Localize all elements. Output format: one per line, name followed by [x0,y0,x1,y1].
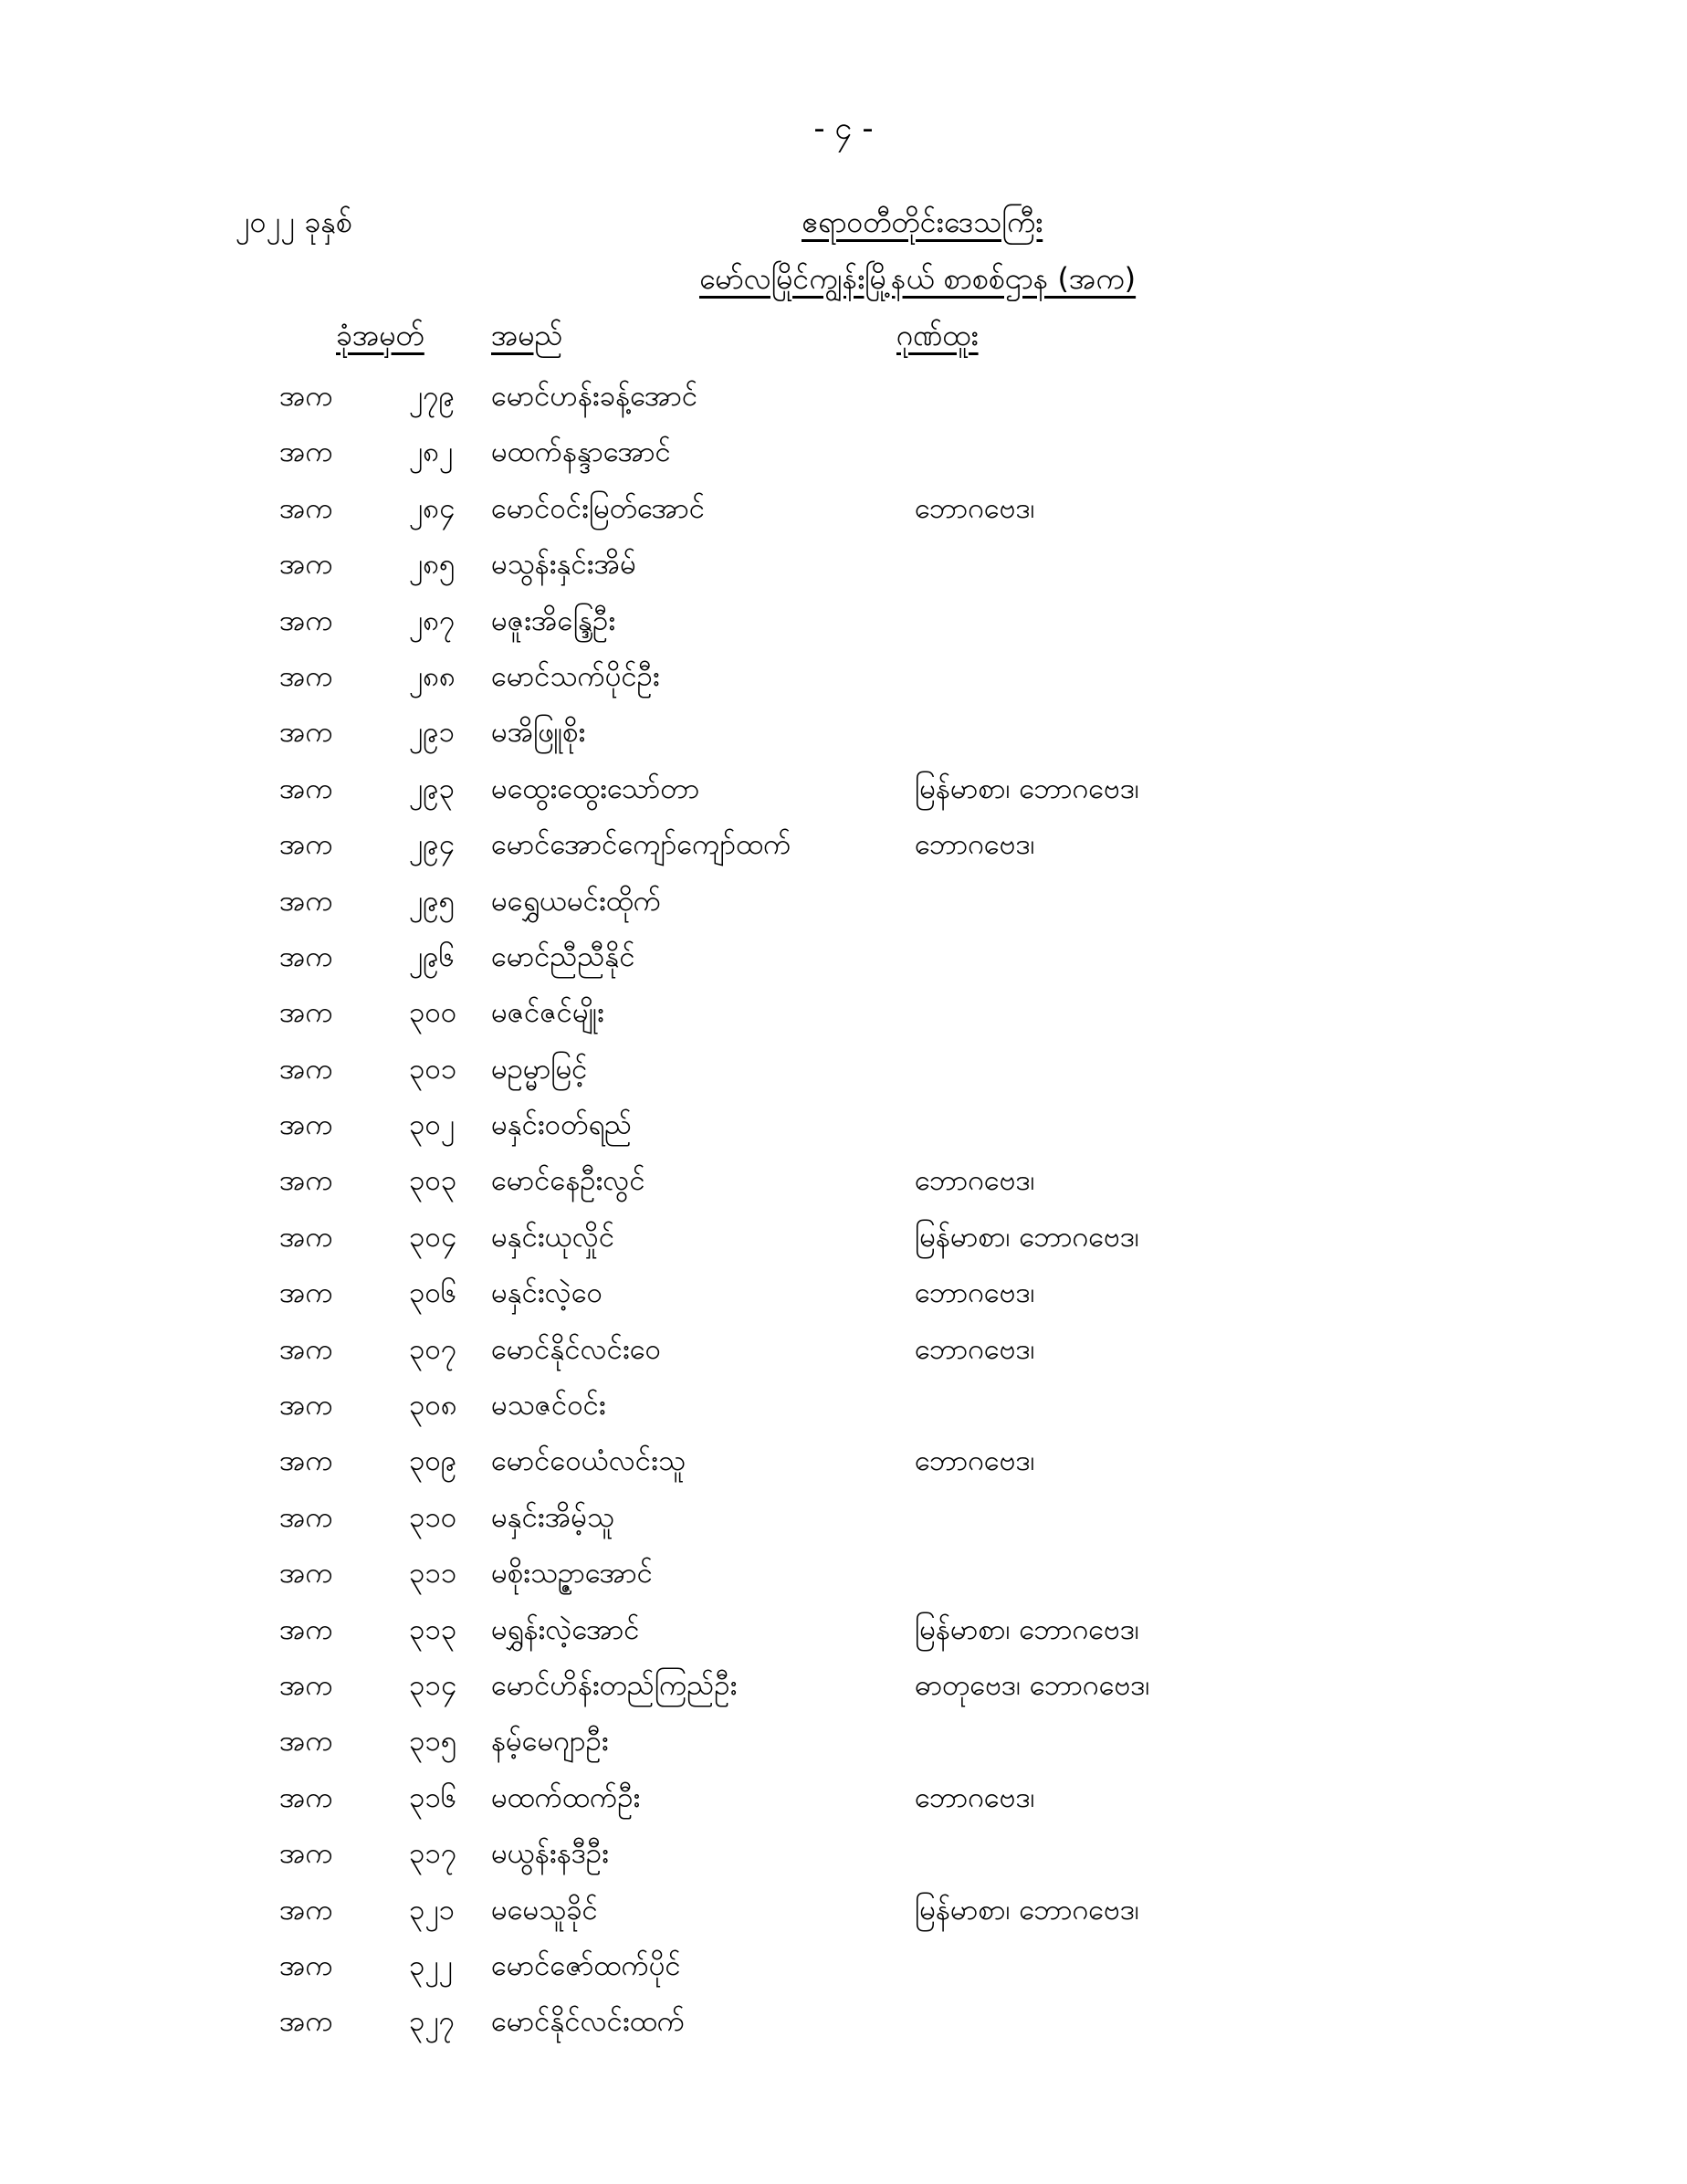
roll-prefix: အက [279,996,333,1030]
roll-prefix: အက [279,884,333,918]
student-name: မနှင်းဝတ်ရည် [491,1108,633,1142]
roll-number: ၃၂၂ [409,1948,453,1982]
list-item [0,933,1687,989]
list-item [0,1717,1687,1773]
roll-number: ၃၀၀ [409,996,457,1030]
list-item [0,1662,1687,1717]
distinction: ဘောဂဗေဒ၊ [915,1332,1035,1366]
distinction: မြန်မာစာ၊ ဘောဂဗေဒ၊ [915,1220,1139,1254]
list-item [0,1830,1687,1885]
student-name: မရွှေယမင်းထိုက် [491,884,662,918]
roll-prefix: အက [279,1276,333,1310]
roll-number: ၃၁၆ [409,1780,457,1814]
student-name: မရွှန်းလဲ့အောင် [491,1612,640,1646]
list-item [0,428,1687,484]
distinction: ဘောဂဗေဒ၊ [915,491,1035,525]
distinction: ဘောဂဗေဒ၊ [915,828,1035,862]
student-name: မမေသူခိုင် [491,1893,598,1927]
student-name: မထက်နန္ဒာအောင် [491,436,671,469]
list-item [0,1101,1687,1157]
student-name: မောင်နိုင်လင်းထက် [491,2005,686,2039]
student-name: မောင်သက်ပိုင်ဦး [491,659,660,693]
roll-number: ၃၀၉ [409,1444,457,1478]
list-item [0,821,1687,877]
list-item [0,1437,1687,1493]
roll-number: ၂၉၃ [409,772,456,805]
student-name: မယွန်းနဒီဦး [491,1837,609,1871]
list-item [0,1886,1687,1942]
distinction: မြန်မာစာ၊ ဘောဂဗေဒ၊ [915,1612,1139,1646]
header-name: အမည် [491,318,563,352]
roll-number: ၂၈၄ [409,491,456,525]
roll-number: ၃၀၇ [409,1332,457,1366]
roll-prefix: အက [279,548,333,582]
list-item [0,1157,1687,1213]
roll-number: ၃၀၈ [409,1389,457,1423]
roll-prefix: အက [279,1444,333,1478]
roll-prefix: အက [279,659,333,693]
student-name: မောင်ဝေယံလင်းသူ [491,1444,686,1478]
roll-prefix: အက [279,1948,333,1982]
student-name: မောင်ဟိန်းတည်ကြည်ဦး [491,1668,738,1702]
roll-prefix: အက [279,1893,333,1927]
student-name: မစိုးသဉ္ဇာအောင် [491,1557,653,1591]
roll-prefix: အက [279,436,333,469]
roll-prefix: အက [279,1164,333,1198]
distinction: ဘောဂဗေဒ၊ [915,1444,1035,1478]
student-name: မဥမ္မာမြင့် [491,1052,588,1086]
student-name: မောင်ဟန်းခန့်အောင် [491,380,698,413]
roll-prefix: အက [279,1780,333,1814]
roll-number: ၃၁၅ [409,1725,457,1759]
list-item [0,1381,1687,1437]
roll-prefix: အက [279,1612,333,1646]
list-item [0,1494,1687,1549]
exam-year: ၂၀၂၂ ခုနှစ် [236,205,352,239]
roll-number: ၂၉၁ [409,716,456,750]
roll-prefix: အက [279,1108,333,1142]
roll-number: ၂၈၂ [409,436,454,469]
student-name: မောင်ဝင်းမြတ်အောင် [491,491,706,525]
student-name: မောင်နိုင်လင်းဝေ [491,1332,662,1366]
roll-number: ၂၈၈ [409,659,456,693]
student-name: မထွေးထွေးသော်တာ [491,772,700,805]
distinction: မြန်မာစာ၊ ဘောဂဗေဒ၊ [915,1893,1139,1927]
roll-number: ၂၈၅ [409,548,456,582]
roll-number: ၂၉၄ [409,828,456,862]
roll-prefix: အက [279,1389,333,1423]
roll-prefix: အက [279,1332,333,1366]
roll-prefix: အက [279,1725,333,1759]
roll-number: ၃၁၃ [409,1612,457,1646]
student-name: မထက်ထက်ဦး [491,1780,641,1814]
student-name: မောင်ဇော်ထက်ပိုင် [491,1948,681,1982]
roll-number: ၃၁၇ [409,1837,457,1871]
column-headers [0,316,1687,360]
region-title: ဧရာဝတီတိုင်းဒေသကြီး [802,205,1043,239]
list-item [0,1942,1687,1998]
roll-number: ၃၁၄ [409,1668,457,1702]
roll-number: ၃၂၇ [409,2005,456,2039]
roll-number: ၂၉၅ [409,884,456,918]
roll-prefix: အက [279,380,333,413]
results-list [0,373,1687,2054]
distinction: မြန်မာစာ၊ ဘောဂဗေဒ၊ [915,772,1139,805]
student-name: မဇင်ဇင်မျိုး [491,996,604,1030]
student-name: မနှင်းလဲ့ဝေ [491,1276,603,1310]
roll-number: ၂၇၉ [409,380,456,413]
roll-prefix: အက [279,716,333,750]
student-name: မောင်အောင်ကျော်ကျော်ထက် [491,828,791,862]
roll-number: ၃၀၁ [409,1052,457,1086]
roll-prefix: အက [279,1500,333,1534]
list-item [0,597,1687,653]
roll-number: ၃၀၃ [409,1164,457,1198]
list-item [0,1269,1687,1325]
roll-number: ၂၉၆ [409,940,456,973]
list-item [0,709,1687,764]
roll-number: ၃၂၁ [409,1893,456,1927]
distinction: ဘောဂဗေဒ၊ [915,1164,1035,1198]
student-name: မောင်ညီညီနိုင် [491,940,635,973]
header-distinction: ဂုဏ်ထူး [896,318,979,352]
roll-prefix: အက [279,1052,333,1086]
list-item [0,1326,1687,1381]
student-name: မသဇင်ဝင်း [491,1389,606,1423]
list-item [0,1213,1687,1269]
roll-prefix: အက [279,1668,333,1702]
roll-number: ၃၁၁ [409,1557,457,1591]
student-name: မဇူးအိန္ဒြေဦး [491,604,616,637]
distinction: ဘောဂဗေဒ၊ [915,1780,1035,1814]
roll-prefix: အက [279,940,333,973]
student-name: မနှင်းအိမ့်သူ [491,1500,614,1534]
list-item [0,485,1687,541]
list-item [0,1606,1687,1662]
roll-prefix: အက [279,828,333,862]
roll-number: ၃၀၄ [409,1220,457,1254]
list-item [0,1045,1687,1101]
list-item [0,653,1687,709]
roll-prefix: အက [279,772,333,805]
list-item [0,1549,1687,1605]
student-name: မနှင်းယုလှိုင် [491,1220,615,1254]
page-number: - ၄ - [813,110,874,147]
list-item [0,1998,1687,2053]
roll-number: ၃၁၀ [409,1500,457,1534]
list-item [0,765,1687,821]
exam-center-title: မော်လမြိုင်ကျွန်းမြို့နယ် စာစစ်ဌာန (အက) [699,261,1137,296]
list-item [0,877,1687,933]
distinction: ဓာတုဗေဒ၊ ဘောဂဗေဒ၊ [915,1668,1150,1702]
student-name: မောင်နေဦးလွင် [491,1164,645,1198]
list-item [0,541,1687,596]
roll-prefix: အက [279,1557,333,1591]
roll-prefix: အက [279,604,333,637]
list-item [0,373,1687,428]
roll-number: ၃၀၂ [409,1108,456,1142]
distinction: ဘောဂဗေဒ၊ [915,1276,1035,1310]
roll-prefix: အက [279,491,333,525]
header-roll-number: ခုံအမှတ် [336,318,424,352]
roll-prefix: အက [279,1837,333,1871]
student-name: မသွန်းနှင်းအိမ် [491,548,636,582]
list-item [0,989,1687,1045]
list-item [0,1774,1687,1830]
student-name: နမ့်မေဂျာဦး [491,1725,609,1759]
roll-number: ၂၈၇ [409,604,456,637]
roll-prefix: အက [279,1220,333,1254]
roll-number: ၃၀၆ [409,1276,457,1310]
roll-prefix: အက [279,2005,333,2039]
student-name: မအိဖြူစိုး [491,716,586,750]
